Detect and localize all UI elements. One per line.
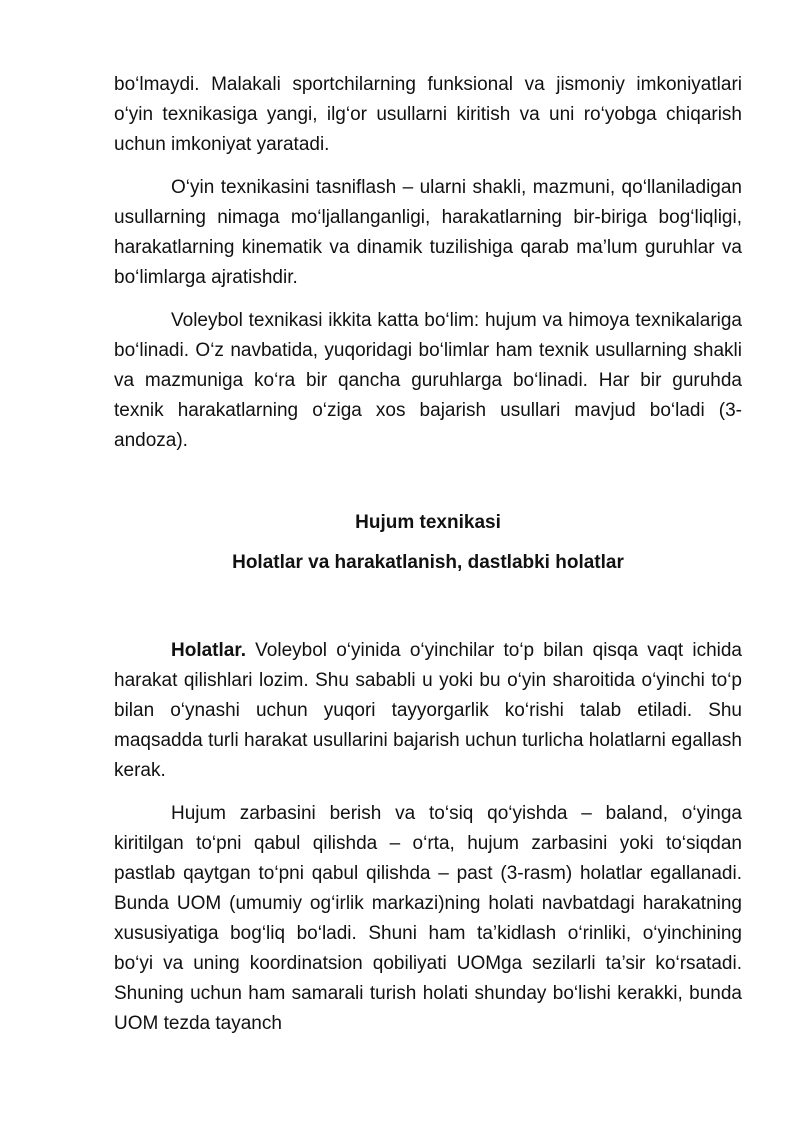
document-page xyxy=(114,70,742,1052)
paragraph-2: O‘yin texnikasini tasniflash – ularni shakli, mazmuni, qo‘llaniladigan usullarning nimaga mo‘ljallanganligi, harakatlarning bir-biriga bog‘liqligi, harakatlarning kinematik va dinamik tuzilishiga qarab ma’lum guruhlar va bo‘limlarga ajratishdir. xyxy=(114,177,742,288)
subsection-heading: Holatlar va harakatlanish, dastlabki holatlar xyxy=(232,552,624,573)
paragraph-3: Voleybol texnikasi ikkita katta bo‘lim: hujum va himoya texnikalariga bo‘linadi. O‘z navbatida, yuqoridagi bo‘limlar ham texnik usullarning shakli va mazmuniga ko‘ra bir qancha guruhlarga bo‘linadi. Har bir guruhda texnik harakatlarning o‘ziga xos bajarish usullari mavjud bo‘ladi (3-andoza). xyxy=(114,310,742,451)
paragraph-5: Hujum zarbasini berish va to‘siq qo‘yishda – baland, o‘yinga kiritilgan to‘pni qabul qilishda – o‘rta, hujum zarbasini yoki to‘siqdan pastlab qaytgan to‘pni qabul qilishda – past (3-rasm) holatlar egallanadi. Bunda UOM (umumiy og‘irlik markazi)ning holati navbatdagi harakatning xususiyatiga bog‘liq bo‘ladi. Shuni ham ta’kidlash o‘rinliki, o‘yinchining bo‘yi va uning koordinatsion qobiliyati UOMga sezilarli ta’sir ko‘rsatadi. Shuning uchun ham samarali turish holati shunday bo‘lishi kerakki, bunda UOM tezda tayanch xyxy=(114,803,742,1034)
paragraph-4 xyxy=(114,636,742,786)
section-heading: Hujum texnikasi xyxy=(355,512,501,533)
paragraph-4-lead: Holatlar. xyxy=(171,640,246,661)
paragraph-4-body: Voleybol o‘yinida o‘yinchilar to‘p bilan qisqa vaqt ichida harakat qilishlari lozim. Shu sababli u yoki bu o‘yin sharoitida o‘yinchi to‘p bilan o‘ynashi uchun yuqori tayyorgarlik ko‘rishi talab etiladi. Shu maqsadda turli harakat usullarini bajarish uchun turlicha holatlarni egallash kerak. xyxy=(114,640,742,781)
paragraph-1: bo‘lmaydi. Malakali sportchilarning funksional va jismoniy imkoniyatlari o‘yin texnikasiga yangi, ilg‘or usullarni kiritish va uni ro‘yobga chiqarish uchun imkoniyat yaratadi. xyxy=(114,74,742,155)
